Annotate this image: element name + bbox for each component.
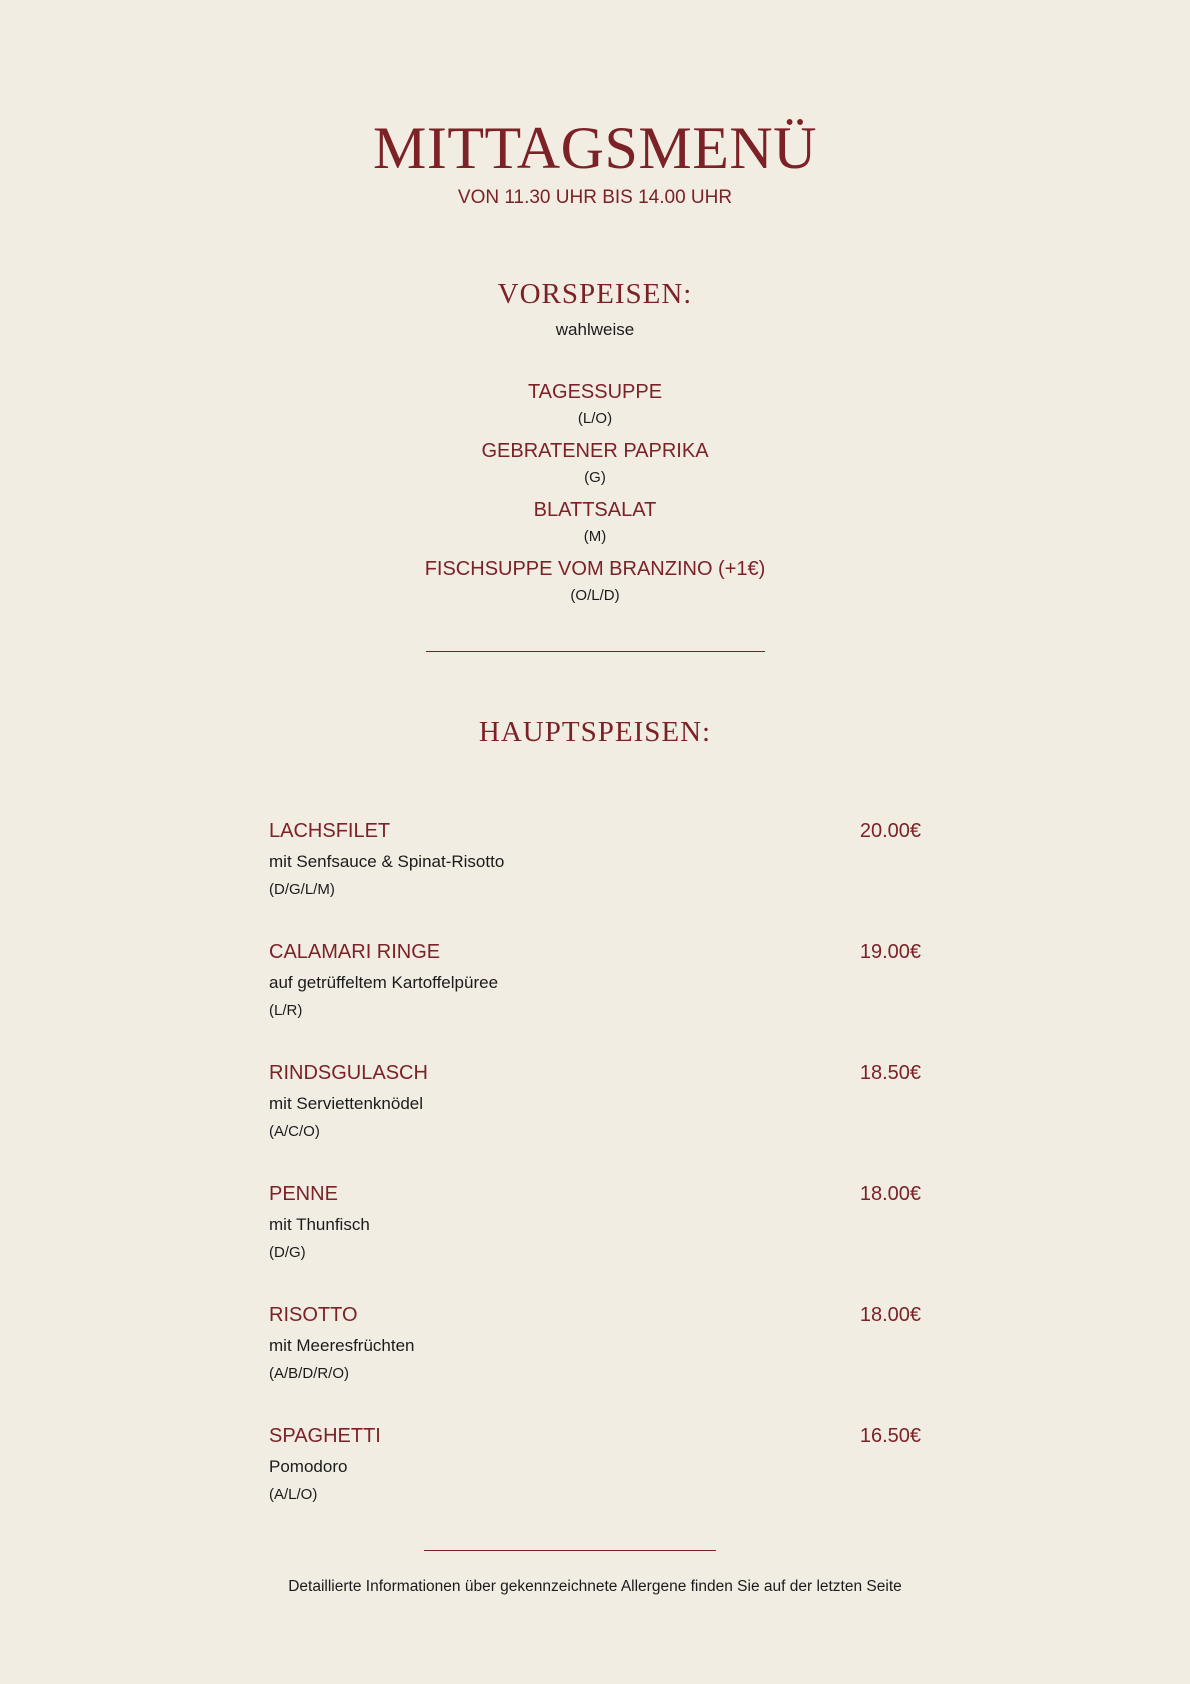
main-item <box>269 1181 921 1302</box>
main-item <box>269 818 921 939</box>
main-allergens: (A/B/D/R/O) <box>269 1365 350 1382</box>
section-divider <box>426 651 765 652</box>
starter-allergens: (O/L/D) <box>570 587 620 604</box>
main-description: mit Senfsauce & Spinat-Risotto <box>269 852 505 871</box>
main-allergens: (A/C/O) <box>269 1123 320 1140</box>
starter-item <box>0 556 1190 615</box>
main-allergens: (D/G) <box>269 1244 306 1261</box>
starter-allergens: (M) <box>583 528 607 545</box>
main-description: mit Meeresfrüchten <box>269 1336 415 1355</box>
main-name: RISOTTO <box>269 1304 358 1326</box>
mains-heading: HAUPTSPEISEN: <box>478 716 712 748</box>
starters-heading: VORSPEISEN: <box>497 278 693 310</box>
starters-list <box>0 379 1190 615</box>
main-item <box>269 939 921 1060</box>
starter-allergens: (L/O) <box>577 410 613 427</box>
footer-divider <box>424 1550 716 1551</box>
starter-item <box>0 438 1190 497</box>
main-allergens: (L/R) <box>269 1002 303 1019</box>
main-price: 16.50€ <box>859 1425 921 1447</box>
main-description: mit Thunfisch <box>269 1215 370 1234</box>
main-price: 19.00€ <box>859 941 921 963</box>
starter-allergens: (G) <box>584 469 606 486</box>
main-item <box>269 1423 921 1544</box>
main-item <box>269 1060 921 1181</box>
main-allergens: (D/G/L/M) <box>269 881 335 898</box>
starter-name: GEBRATENER PAPRIKA <box>481 440 709 462</box>
page-title: MITTAGSMENÜ <box>372 115 817 181</box>
starter-name: TAGESSUPPE <box>527 381 663 403</box>
main-name: PENNE <box>269 1183 338 1205</box>
main-price: 20.00€ <box>859 820 921 842</box>
starter-name: FISCHSUPPE VOM BRANZINO (+1€) <box>424 558 766 580</box>
serving-hours: VON 11.30 UHR BIS 14.00 UHR <box>457 187 733 208</box>
main-name: SPAGHETTI <box>269 1425 381 1447</box>
main-allergens: (A/L/O) <box>269 1486 318 1503</box>
main-name: CALAMARI RINGE <box>269 941 441 963</box>
main-item <box>269 1302 921 1423</box>
main-description: Pomodoro <box>269 1457 348 1476</box>
main-price: 18.00€ <box>859 1304 921 1326</box>
mains-list <box>269 818 921 1544</box>
main-price: 18.50€ <box>859 1062 921 1084</box>
starter-item <box>0 497 1190 556</box>
main-price: 18.00€ <box>859 1183 921 1205</box>
allergen-footer-note: Detaillierte Informationen über gekennzeichnete Allergene finden Sie auf der letzten Seite <box>288 1578 902 1595</box>
main-description: auf getrüffeltem Kartoffelpüree <box>269 973 499 992</box>
starters-note: wahlweise <box>555 320 635 339</box>
main-description: mit Serviettenknödel <box>269 1094 424 1113</box>
starter-item <box>0 379 1190 438</box>
main-name: LACHSFILET <box>269 820 391 842</box>
main-name: RINDSGULASCH <box>269 1062 428 1084</box>
starter-name: BLATTSALAT <box>533 499 657 521</box>
